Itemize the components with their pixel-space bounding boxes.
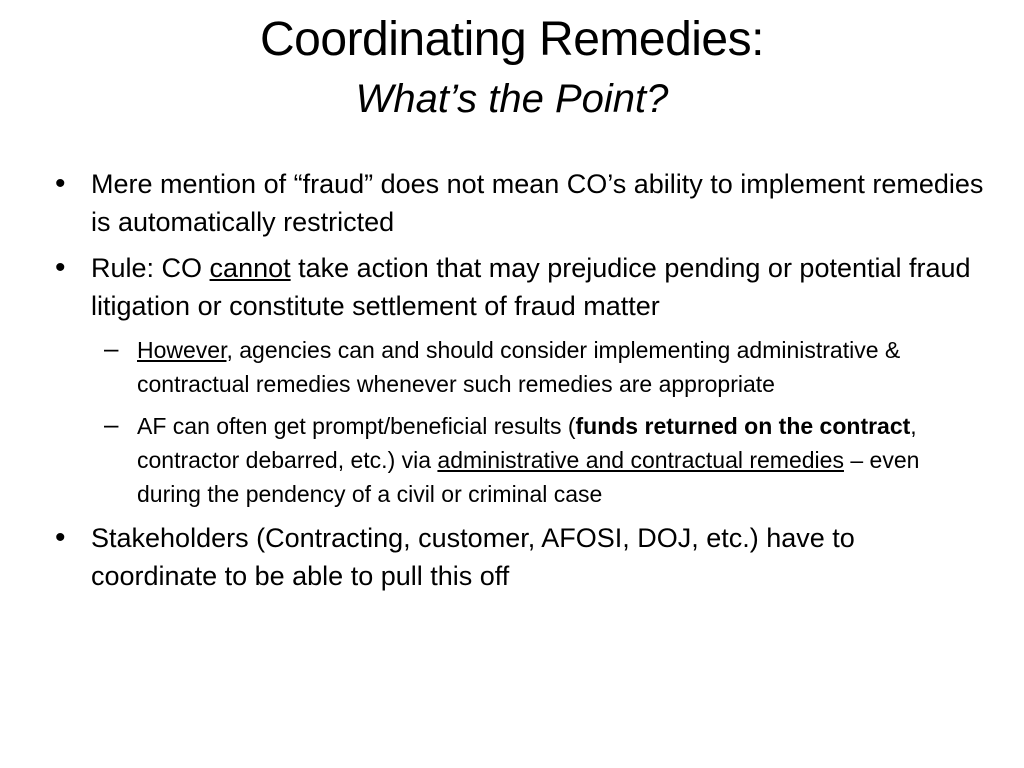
bullet-marker: • (55, 251, 66, 284)
slide-subtitle: What’s the Point? (355, 77, 669, 121)
bullet-item-2 (0, 249, 1024, 325)
bullet-text-pre: Rule: CO (91, 253, 210, 283)
bullet-item-1 (0, 165, 1024, 241)
sub-bullet-marker: – (104, 333, 119, 363)
bullet-list (0, 165, 1024, 603)
sub-bullet-item-2 (0, 409, 1024, 511)
bullet-text: Mere mention of “fraud” does not mean CO’s ability to implement remedies is automatically restricted (91, 169, 984, 237)
sub-bullet-text-underlined: However (137, 337, 227, 363)
title-block (0, 10, 1024, 126)
sub-bullet-text-mid: , contractor debarred, etc.) via (137, 413, 917, 473)
slide-title: Coordinating Remedies: (260, 13, 764, 66)
bullet-marker: • (55, 167, 66, 200)
bullet-marker: • (55, 521, 66, 554)
sub-bullet-text-bold: funds returned on the contract (575, 413, 911, 439)
bullet-text-underlined: cannot (209, 253, 291, 283)
sub-bullet-text-post: – even during the pendency of a civil or criminal case (137, 447, 920, 507)
bullet-item-3 (0, 519, 1024, 595)
sub-bullet-text-post: , agencies can and should consider implementing administrative & contractual remedies whenever such remedies are appropriate (137, 337, 901, 397)
sub-bullet-item-1 (0, 333, 1024, 401)
bullet-text-post: take action that may prejudice pending or potential fraud litigation or constitute settlement of fraud matter (91, 253, 971, 321)
sub-bullet-text-pre: AF can often get prompt/beneficial results ( (137, 413, 576, 439)
sub-bullet-marker: – (104, 409, 119, 439)
sub-bullet-text-underlined: administrative and contractual remedies (437, 447, 844, 473)
bullet-text: Stakeholders (Contracting, customer, AFOSI, DOJ, etc.) have to coordinate to be able to pull this off (91, 523, 855, 591)
